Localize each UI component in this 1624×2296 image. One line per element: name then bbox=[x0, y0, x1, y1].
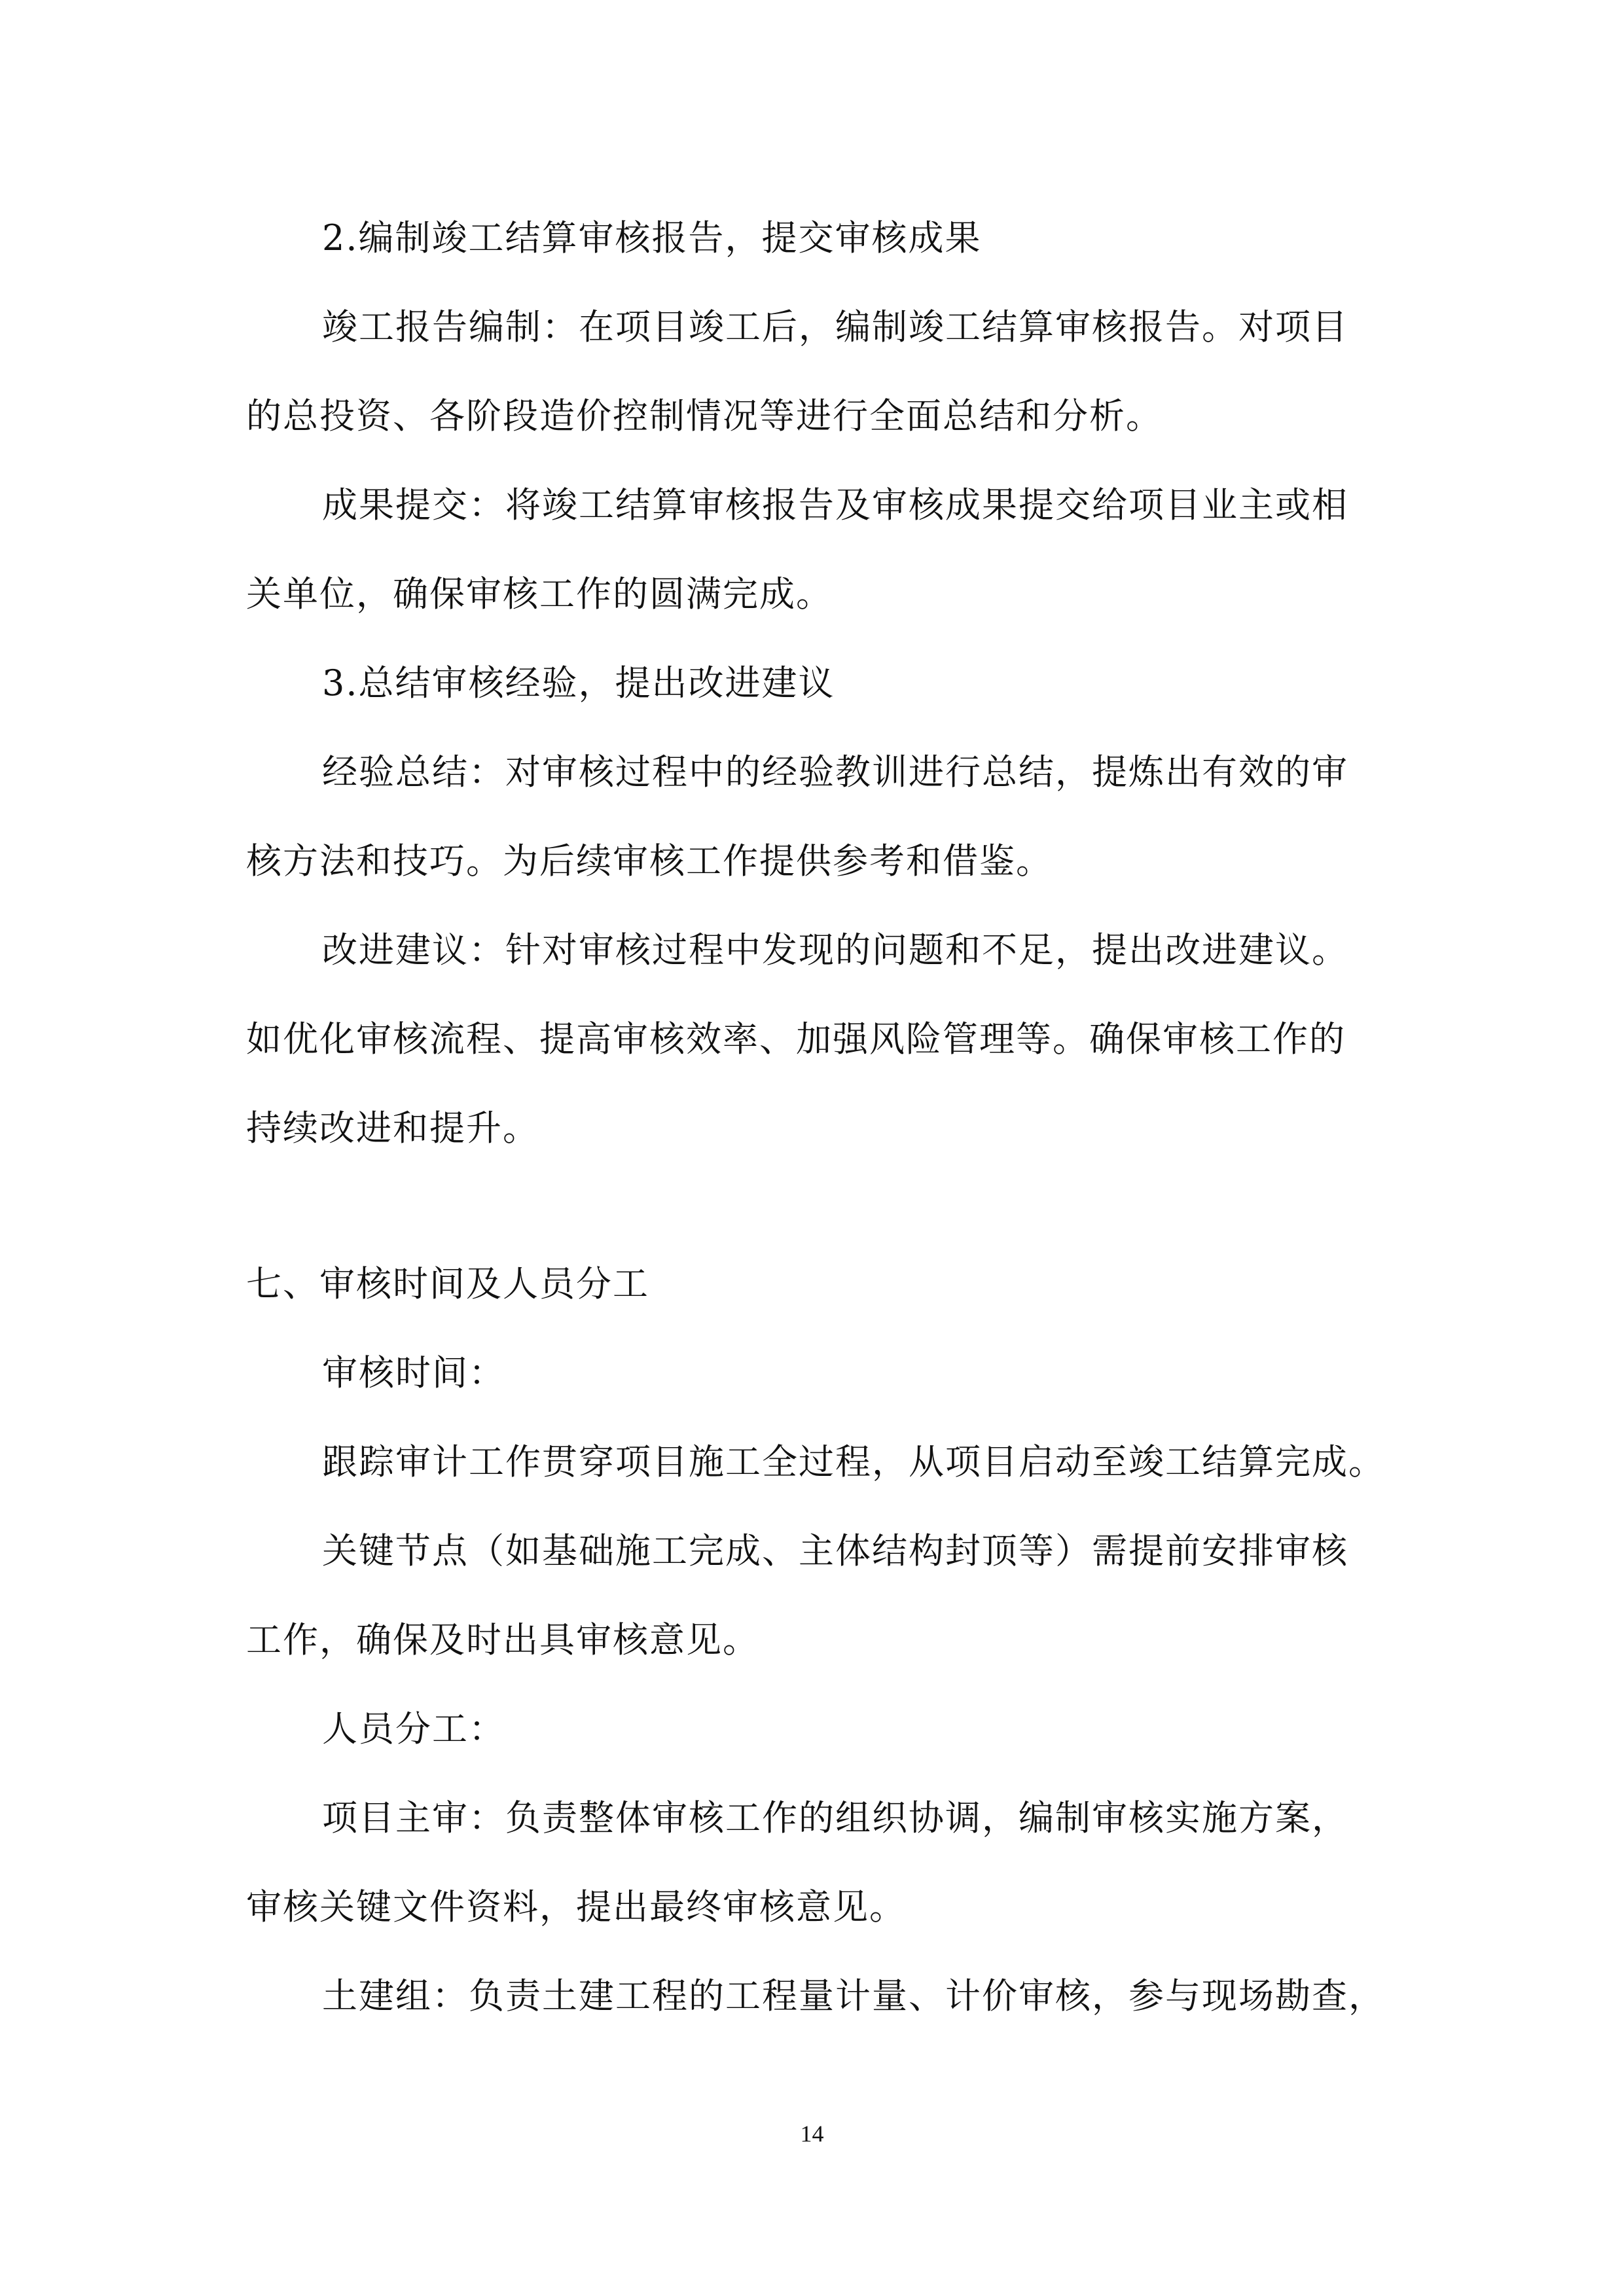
paragraph-suggestion-line-2: 如优化审核流程、提高审核效率、加强风险管理等。确保审核工作的 bbox=[246, 1018, 1346, 1060]
subheading-staff: 人员分工： bbox=[322, 1708, 505, 1749]
heading-3: 3.总结审核经验，提出改进建议 bbox=[322, 662, 835, 704]
subheading-audit-time: 审核时间： bbox=[322, 1352, 505, 1393]
heading-2: 2.编制竣工结算审核报告，提交审核成果 bbox=[322, 217, 982, 259]
paragraph-nodes-line-2: 工作，确保及时出具审核意见。 bbox=[246, 1619, 759, 1660]
section-heading-7: 七、审核时间及人员分工 bbox=[246, 1263, 649, 1304]
page-number: 14 bbox=[800, 2121, 824, 2147]
paragraph-report-line-2: 的总投资、各阶段造价控制情况等进行全面总结和分析。 bbox=[246, 395, 1163, 437]
paragraph-submit-line-1: 成果提交：将竣工结算审核报告及审核成果提交给项目业主或相 bbox=[322, 484, 1348, 526]
paragraph-civil-line-1: 土建组：负责土建工程的工程量计量、计价审核，参与现场勘查， bbox=[322, 1975, 1385, 2017]
paragraph-experience-line-2: 核方法和技巧。为后续审核工作提供参考和借鉴。 bbox=[246, 840, 1053, 882]
paragraph-suggestion-line-1: 改进建议：针对审核过程中发现的问题和不足，提出改进建议。 bbox=[322, 929, 1348, 971]
paragraph-experience-line-1: 经验总结：对审核过程中的经验教训进行总结，提炼出有效的审 bbox=[322, 751, 1348, 793]
paragraph-suggestion-line-3: 持续改进和提升。 bbox=[246, 1107, 539, 1149]
paragraph-lead-line-1: 项目主审：负责整体审核工作的组织协调，编制审核实施方案， bbox=[322, 1797, 1348, 1839]
paragraph-nodes-line-1: 关键节点（如基础施工完成、主体结构封顶等）需提前安排审核 bbox=[322, 1530, 1348, 1571]
paragraph-submit-line-2: 关单位，确保审核工作的圆满完成。 bbox=[246, 573, 833, 615]
paragraph-lead-line-2: 审核关键文件资料，提出最终审核意见。 bbox=[246, 1886, 906, 1928]
paragraph-report-line-1: 竣工报告编制：在项目竣工后，编制竣工结算审核报告。对项目 bbox=[322, 306, 1348, 348]
paragraph-time-line-1: 跟踪审计工作贯穿项目施工全过程，从项目启动至竣工结算完成。 bbox=[322, 1441, 1385, 1482]
